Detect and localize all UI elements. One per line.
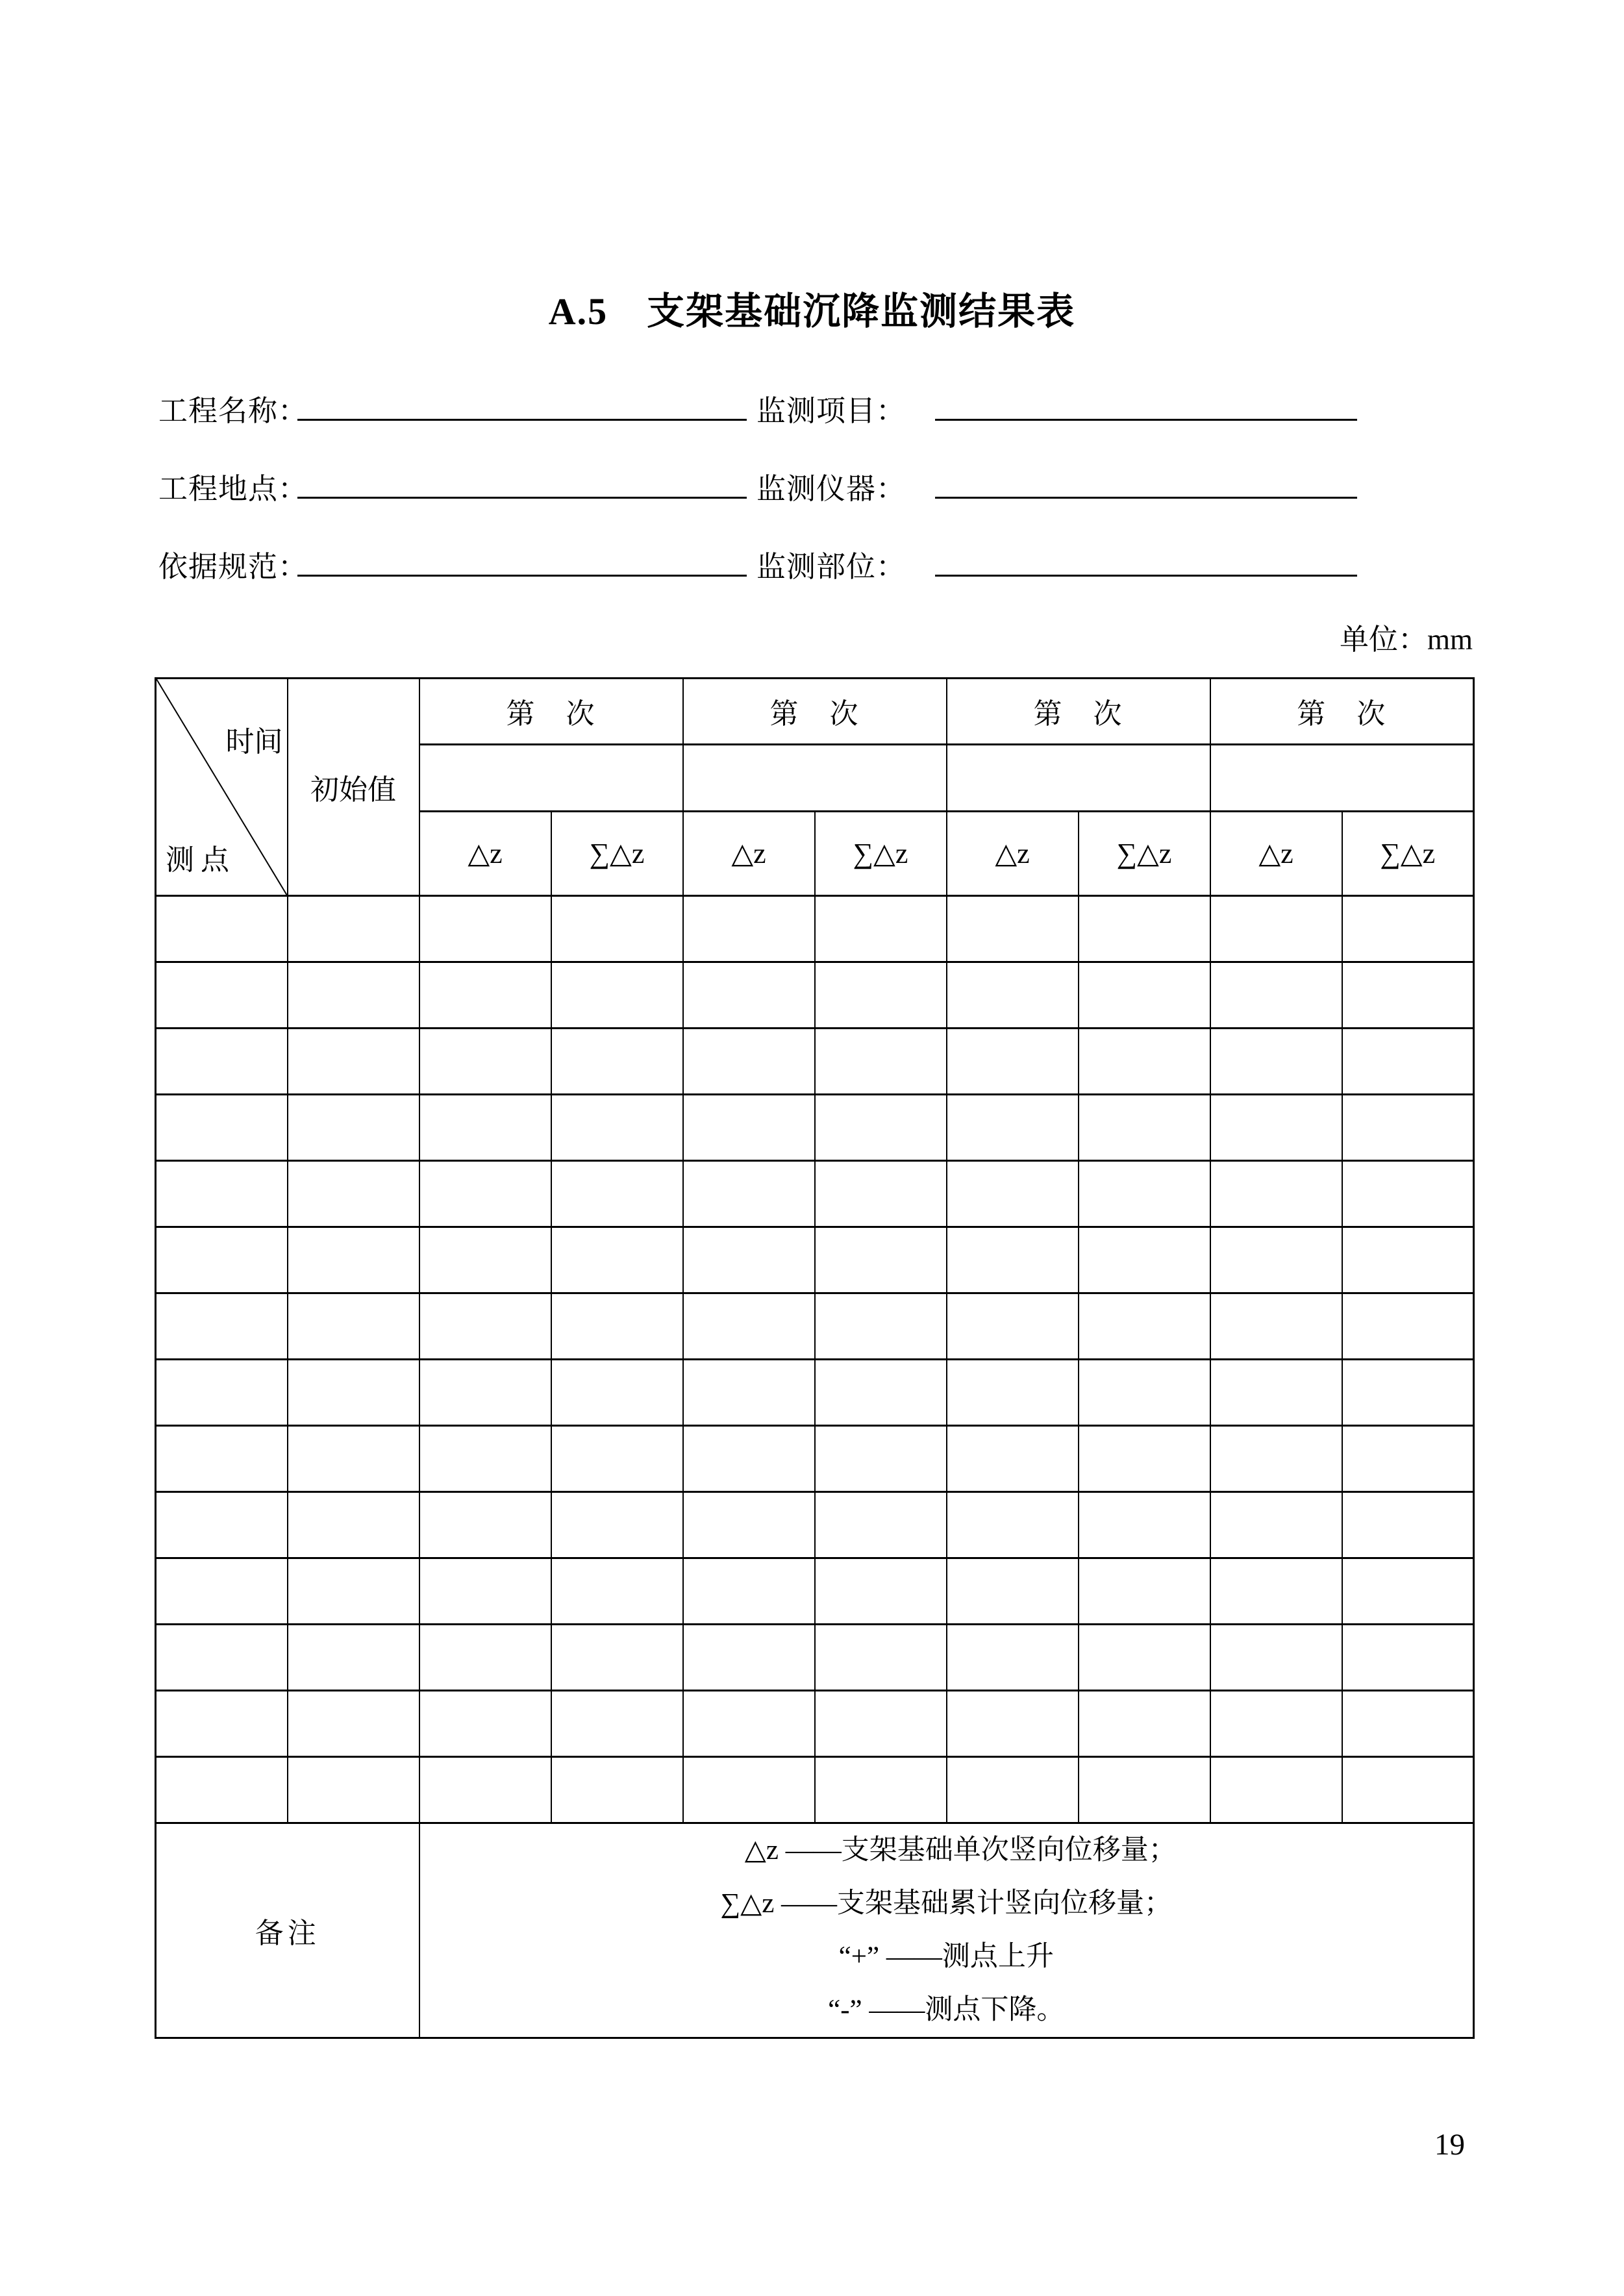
table-row — [156, 1029, 1474, 1095]
fill-blank-monitoring-instrument — [935, 497, 1357, 499]
body-cell — [683, 1227, 815, 1293]
body-cell — [1210, 1757, 1342, 1823]
body-cell — [551, 1426, 683, 1492]
body-cell — [551, 896, 683, 962]
header-date-blank-1 — [419, 744, 683, 811]
body-cell — [683, 1426, 815, 1492]
header-dz-3: △z — [947, 811, 1079, 895]
body-cell — [551, 1161, 683, 1227]
body-cell — [815, 1426, 947, 1492]
body-cell — [419, 962, 551, 1029]
body-cell — [1342, 1293, 1474, 1360]
header-sumdz-4: ∑△z — [1342, 811, 1474, 895]
body-cell — [815, 1161, 947, 1227]
body-cell — [947, 1558, 1079, 1625]
body-cell — [288, 1558, 419, 1625]
body-cell — [683, 962, 815, 1029]
table-row — [156, 1558, 1474, 1625]
body-cell — [815, 1691, 947, 1757]
body-cell — [815, 1293, 947, 1360]
body-cell — [1210, 1625, 1342, 1691]
body-cell — [947, 1360, 1079, 1426]
page-title: A.5 支架基础沉降监测结果表 — [548, 290, 1076, 332]
body-cell — [551, 1691, 683, 1757]
table-row — [156, 1095, 1474, 1161]
body-cell — [815, 1029, 947, 1095]
body-cell — [419, 1426, 551, 1492]
body-cell — [947, 1029, 1079, 1095]
body-cell — [156, 1227, 288, 1293]
body-cell — [947, 1426, 1079, 1492]
body-cell — [288, 1161, 419, 1227]
table-footer — [156, 1823, 1474, 2038]
body-cell — [947, 1293, 1079, 1360]
body-cell — [551, 1029, 683, 1095]
body-cell — [419, 1029, 551, 1095]
body-cell — [1079, 1095, 1210, 1161]
body-cell — [947, 896, 1079, 962]
body-cell — [1079, 1360, 1210, 1426]
body-cell — [1342, 896, 1474, 962]
body-cell — [683, 1492, 815, 1558]
body-cell — [683, 1757, 815, 1823]
monitoring-result-table — [155, 677, 1475, 2039]
remarks-line: “+” ——测点上升 — [838, 1941, 1054, 1972]
body-cell — [1342, 1095, 1474, 1161]
body-cell — [1079, 1691, 1210, 1757]
body-cell — [683, 896, 815, 962]
header-date-blank-3 — [947, 744, 1210, 811]
body-cell — [1079, 962, 1210, 1029]
body-cell — [815, 1558, 947, 1625]
body-cell — [1210, 1095, 1342, 1161]
body-cell — [156, 1558, 288, 1625]
body-cell — [1210, 1293, 1342, 1360]
body-cell — [419, 1161, 551, 1227]
header-sumdz-1: ∑△z — [551, 811, 683, 895]
body-cell — [288, 1757, 419, 1823]
body-cell — [288, 1625, 419, 1691]
body-cell — [683, 1095, 815, 1161]
body-cell — [815, 1227, 947, 1293]
form-label-monitoring-part: 监测部位： — [756, 551, 906, 583]
table-row — [156, 1293, 1474, 1360]
table-row — [156, 1625, 1474, 1691]
body-cell — [288, 1293, 419, 1360]
corner-label-point: 测点 — [166, 844, 236, 876]
body-cell — [1342, 1757, 1474, 1823]
body-cell — [815, 1757, 947, 1823]
header-group-2: 第 次 — [683, 679, 947, 745]
body-cell — [1079, 1161, 1210, 1227]
body-cell — [1079, 1426, 1210, 1492]
form-label-reference-standard: 依据规范： — [158, 551, 308, 583]
body-cell — [1342, 1360, 1474, 1426]
body-cell — [1210, 1691, 1342, 1757]
body-cell — [947, 1095, 1079, 1161]
body-cell — [683, 1558, 815, 1625]
remarks-row — [156, 1823, 1474, 2038]
body-cell — [419, 1558, 551, 1625]
body-cell — [683, 1029, 815, 1095]
body-cell — [288, 896, 419, 962]
table-row — [156, 1691, 1474, 1757]
header-group-4: 第 次 — [1210, 679, 1474, 745]
fill-blank-monitoring-item — [935, 419, 1357, 421]
body-cell — [947, 1492, 1079, 1558]
body-cell — [1342, 1161, 1474, 1227]
body-cell — [551, 1360, 683, 1426]
body-cell — [1342, 962, 1474, 1029]
fill-blank-reference-standard — [297, 575, 747, 577]
body-cell — [551, 1293, 683, 1360]
body-cell — [156, 1492, 288, 1558]
body-cell — [288, 1095, 419, 1161]
form-label-project-name: 工程名称： — [158, 395, 308, 427]
body-cell — [1342, 1426, 1474, 1492]
body-cell — [1079, 1558, 1210, 1625]
header-date-blank-2 — [683, 744, 947, 811]
body-cell — [1210, 962, 1342, 1029]
body-cell — [288, 1360, 419, 1426]
header-dz-4: △z — [1210, 811, 1342, 895]
header-sumdz-3: ∑△z — [1079, 811, 1210, 895]
header-date-blank-4 — [1210, 744, 1474, 811]
body-cell — [288, 1426, 419, 1492]
body-cell — [1210, 896, 1342, 962]
table-row — [156, 1227, 1474, 1293]
table-row — [156, 896, 1474, 962]
body-cell — [156, 1691, 288, 1757]
body-cell — [683, 1691, 815, 1757]
header-initial-value: 初始值 — [288, 679, 419, 896]
body-cell — [419, 1095, 551, 1161]
header-row-session — [156, 679, 1474, 745]
body-cell — [1079, 896, 1210, 962]
body-cell — [683, 1161, 815, 1227]
body-cell — [1342, 1492, 1474, 1558]
body-cell — [156, 1161, 288, 1227]
body-cell — [1079, 1757, 1210, 1823]
body-cell — [815, 1492, 947, 1558]
form-label-monitoring-instrument: 监测仪器： — [756, 473, 906, 505]
body-cell — [419, 1625, 551, 1691]
header-dz-2: △z — [683, 811, 815, 895]
body-cell — [683, 1293, 815, 1360]
body-cell — [419, 896, 551, 962]
body-cell — [419, 1293, 551, 1360]
body-cell — [815, 1095, 947, 1161]
body-cell — [156, 896, 288, 962]
form-label-monitoring-item: 监测项目： — [756, 395, 906, 427]
body-cell — [419, 1757, 551, 1823]
body-cell — [156, 1293, 288, 1360]
body-cell — [1079, 1625, 1210, 1691]
body-cell — [551, 962, 683, 1029]
body-cell — [551, 1625, 683, 1691]
body-cell — [156, 1426, 288, 1492]
body-cell — [551, 1492, 683, 1558]
fill-blank-monitoring-part — [935, 575, 1357, 577]
body-cell — [288, 1227, 419, 1293]
body-cell — [1342, 1558, 1474, 1625]
body-cell — [156, 1095, 288, 1161]
table-row — [156, 1360, 1474, 1426]
body-cell — [419, 1227, 551, 1293]
body-cell — [683, 1625, 815, 1691]
remarks-label: 备注 — [156, 1823, 419, 2038]
body-cell — [947, 1227, 1079, 1293]
body-cell — [551, 1227, 683, 1293]
corner-cell-content — [156, 679, 287, 895]
table-row — [156, 1161, 1474, 1227]
table-header — [156, 679, 1474, 896]
body-cell — [947, 1625, 1079, 1691]
body-cell — [1342, 1227, 1474, 1293]
body-cell — [1079, 1492, 1210, 1558]
body-cell — [551, 1558, 683, 1625]
body-cell — [551, 1757, 683, 1823]
remarks-line: △z ——支架基础单次竖向位移量； — [744, 1835, 1177, 1866]
form-label-project-location: 工程地点： — [158, 473, 308, 505]
body-cell — [815, 962, 947, 1029]
body-cell — [947, 1757, 1079, 1823]
body-cell — [1210, 1029, 1342, 1095]
body-cell — [1210, 1360, 1342, 1426]
body-cell — [947, 1161, 1079, 1227]
body-cell — [156, 1625, 288, 1691]
body-cell — [288, 1492, 419, 1558]
body-cell — [1342, 1625, 1474, 1691]
table-row — [156, 1492, 1474, 1558]
table-row — [156, 1757, 1474, 1823]
body-cell — [1342, 1691, 1474, 1757]
body-cell — [288, 962, 419, 1029]
body-cell — [1210, 1227, 1342, 1293]
table-body — [156, 896, 1474, 1823]
body-cell — [1210, 1558, 1342, 1625]
body-cell — [419, 1691, 551, 1757]
body-cell — [1079, 1293, 1210, 1360]
body-cell — [815, 1360, 947, 1426]
header-group-3: 第 次 — [947, 679, 1210, 745]
body-cell — [815, 1625, 947, 1691]
body-cell — [288, 1029, 419, 1095]
corner-cell — [156, 679, 288, 896]
body-cell — [1210, 1492, 1342, 1558]
table-row — [156, 962, 1474, 1029]
body-cell — [1079, 1227, 1210, 1293]
body-cell — [1210, 1161, 1342, 1227]
body-cell — [947, 1691, 1079, 1757]
body-cell — [1210, 1426, 1342, 1492]
remarks-notes — [419, 1823, 1474, 2038]
body-cell — [156, 962, 288, 1029]
body-cell — [419, 1360, 551, 1426]
body-cell — [551, 1095, 683, 1161]
body-cell — [419, 1492, 551, 1558]
body-cell — [156, 1360, 288, 1426]
corner-label-time: 时间 — [225, 726, 283, 758]
body-cell — [683, 1360, 815, 1426]
body-cell — [1342, 1029, 1474, 1095]
unit-note: 单位：mm — [1339, 623, 1473, 656]
table-row — [156, 1426, 1474, 1492]
body-cell — [156, 1029, 288, 1095]
fill-blank-project-name — [297, 419, 747, 421]
header-group-1: 第 次 — [419, 679, 683, 745]
remarks-line: “-” ——测点下降。 — [828, 1995, 1065, 2025]
body-cell — [815, 896, 947, 962]
body-cell — [156, 1757, 288, 1823]
page-number: 19 — [1434, 2128, 1465, 2162]
fill-blank-project-location — [297, 497, 747, 499]
remarks-line: ∑△z ——支架基础累计竖向位移量； — [720, 1888, 1173, 1919]
body-cell — [1079, 1029, 1210, 1095]
header-sumdz-2: ∑△z — [815, 811, 947, 895]
body-cell — [947, 962, 1079, 1029]
header-dz-1: △z — [419, 811, 551, 895]
body-cell — [288, 1691, 419, 1757]
